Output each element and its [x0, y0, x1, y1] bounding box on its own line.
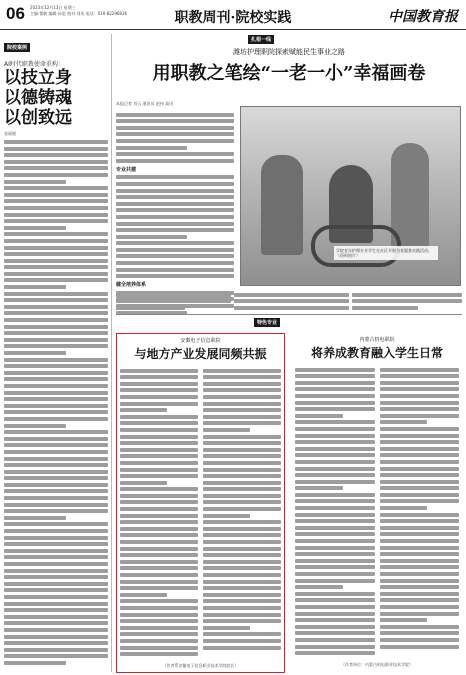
feature-title: 用职教之笔绘“一老一小”幸福画卷 — [152, 63, 426, 84]
story-subtitle: 安徽电子信息职院 — [180, 338, 221, 344]
story-body-text — [295, 365, 459, 658]
story-anhui — [116, 333, 285, 673]
page-number: 06 — [6, 4, 25, 23]
feature-tag: 扎根一线 — [248, 35, 274, 44]
title-line-3: 以创致远 — [4, 108, 72, 128]
photo-caption: 学院老年护理专业学生在社区开展为老服务实践活动。（资料图片） — [334, 246, 438, 260]
story-inner-mongolia — [292, 333, 462, 673]
title-line-1: 以技立身 — [4, 68, 72, 88]
left-column-article — [4, 34, 108, 674]
feature-body-text — [234, 290, 349, 312]
story-author-note: （作者单位：内蒙古机电职业技术学院） — [341, 661, 413, 667]
feature-body-text — [116, 290, 231, 312]
story-subtitle: 内蒙古机电职院 — [359, 337, 395, 343]
meta-editors: 主编·翟帆 编辑·孙思 校对·刘凤 电话：010-82296836 — [30, 10, 128, 16]
feature-body-text — [352, 290, 462, 312]
feature-body-text — [116, 110, 234, 317]
feature-subtitle: 潍坊护理职院探索赋能民生事业之路 — [233, 48, 345, 56]
section-tag: 特色专业 — [254, 318, 280, 327]
story-body-text — [120, 366, 281, 659]
story-title: 将养成教育融入学生日常 — [310, 346, 443, 360]
story-title: 与地方产业发展同频共振 — [134, 347, 267, 361]
section-rule — [116, 314, 462, 315]
section-title: 职教周刊·院校实践 — [174, 10, 292, 26]
body-text — [4, 140, 108, 665]
page-header — [0, 0, 466, 30]
feature-credit: 本报记者 刘云 通讯员 赵伟 高田 — [116, 101, 174, 106]
feature-article — [116, 34, 462, 311]
column-tag: 院校案例 — [4, 43, 30, 52]
story-author-note: （作者系安徽电子信息职业技术学院院长） — [162, 662, 239, 668]
byline: 张丽媛 — [4, 131, 16, 136]
masthead-logo: 中国教育报 — [388, 9, 458, 25]
photo-figure — [261, 155, 303, 255]
column-divider — [111, 34, 112, 672]
article-kicker: AI时代职教使命重构： — [4, 61, 64, 68]
feature-subhead-2: 健全培养体系 — [116, 282, 147, 289]
feature-subhead-1: 专业共建 — [116, 166, 137, 173]
meta-date: 2023年12月13日 星期三 — [30, 5, 76, 10]
title-line-2: 以德铸魂 — [4, 88, 72, 108]
